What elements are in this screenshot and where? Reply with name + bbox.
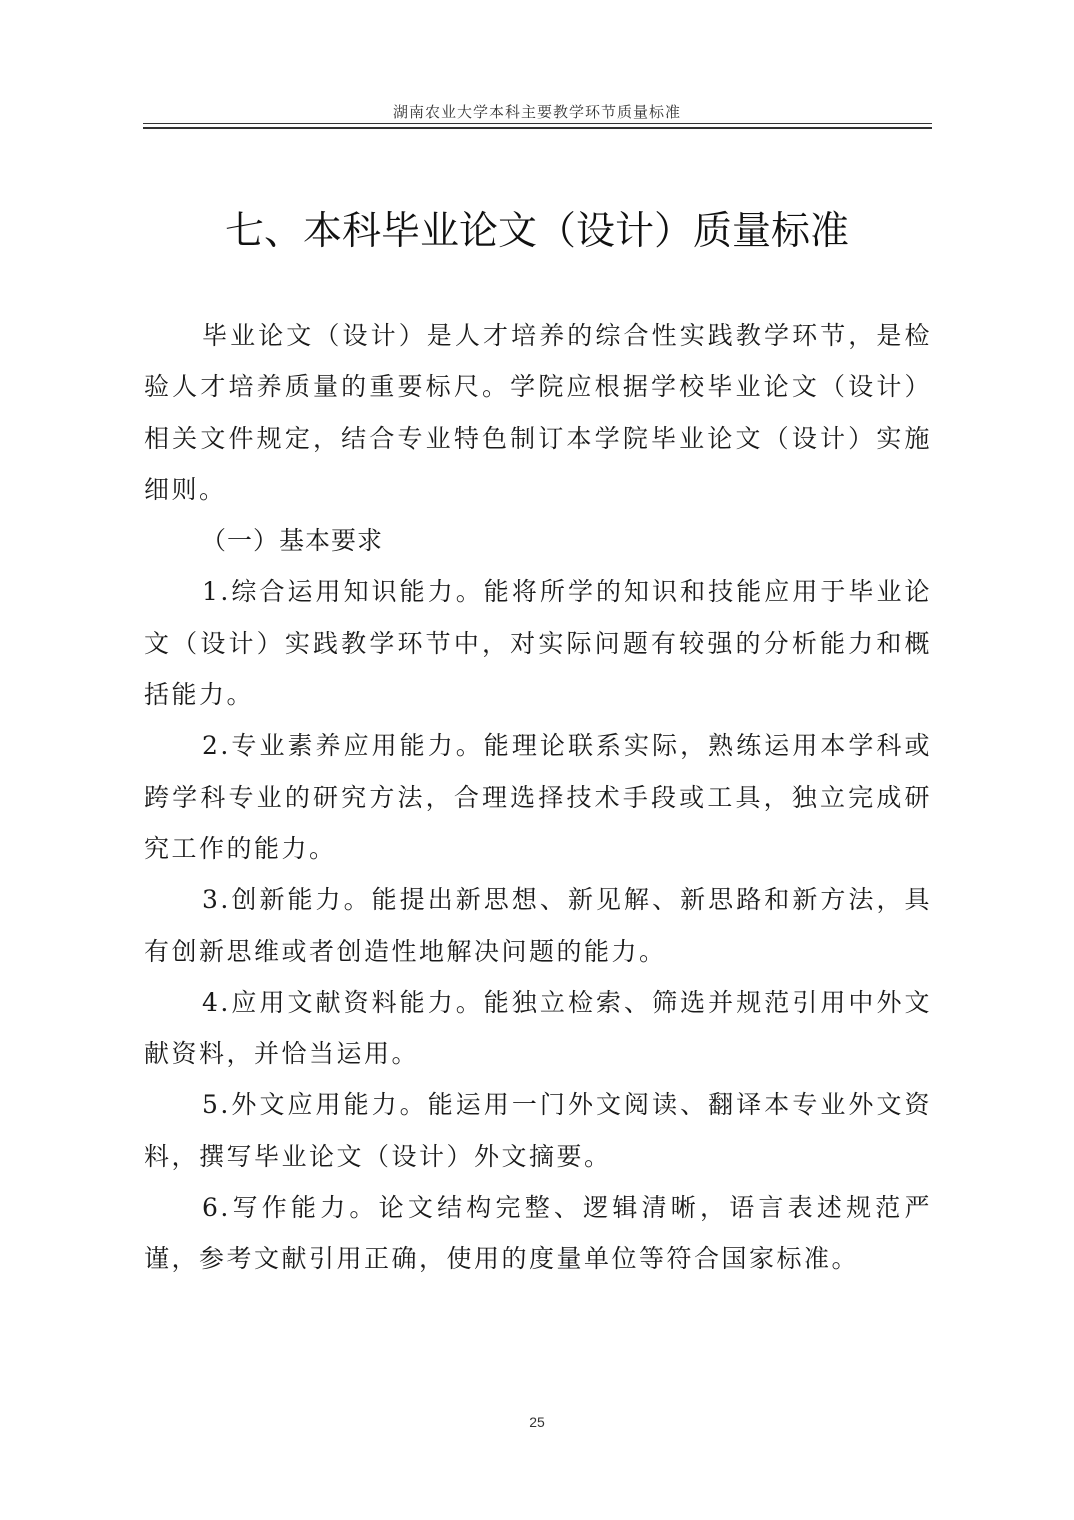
section-heading: （一）基本要求 — [201, 526, 384, 556]
requirement-item-3: 3.创新能力。能提出新思想、新见解、新思路和新方法，具有创新思维或者创造性地解决问题的能力。 — [144, 885, 932, 966]
page-title: 七、本科毕业论文（设计）质量标准 — [224, 209, 849, 254]
requirement-item-4: 4.应用文献资料能力。能独立检索、筛选并规范引用中外文献资料，并恰当运用。 — [144, 987, 932, 1069]
header-rule-thick — [143, 127, 932, 129]
requirement-item-1: 1.综合运用知识能力。能将所学的知识和技能应用于毕业论文（设计）实践教学环节中，对实际问题有较强的分析能力和概括能力。 — [144, 577, 932, 710]
requirement-item-6: 6.写作能力。论文结构完整、逻辑清晰，语言表述规范严谨，参考文献引用正确，使用的度量单位等符合国家标准。 — [144, 1193, 932, 1274]
body-text — [144, 310, 932, 1285]
running-header: 湖南农业大学本科主要教学环节质量标准 — [392, 103, 681, 121]
requirement-item-5: 5.外文应用能力。能运用一门外文阅读、翻译本专业外文资料，撰写毕业论文（设计）外文摘要。 — [144, 1090, 932, 1171]
page-number: 25 — [529, 1414, 545, 1430]
intro-paragraph: 毕业论文（设计）是人才培养的综合性实践教学环节，是检验人才培养质量的重要标尺。学院应根据学校毕业论文（设计）相关文件规定，结合专业特色制订本学院毕业论文（设计）实施细则。 — [144, 321, 932, 504]
requirement-item-2: 2.专业素养应用能力。能理论联系实际，熟练运用本学科或跨学科专业的研究方法，合理选择技术手段或工具，独立完成研究工作的能力。 — [144, 731, 932, 863]
header-rule-thin — [143, 123, 932, 124]
